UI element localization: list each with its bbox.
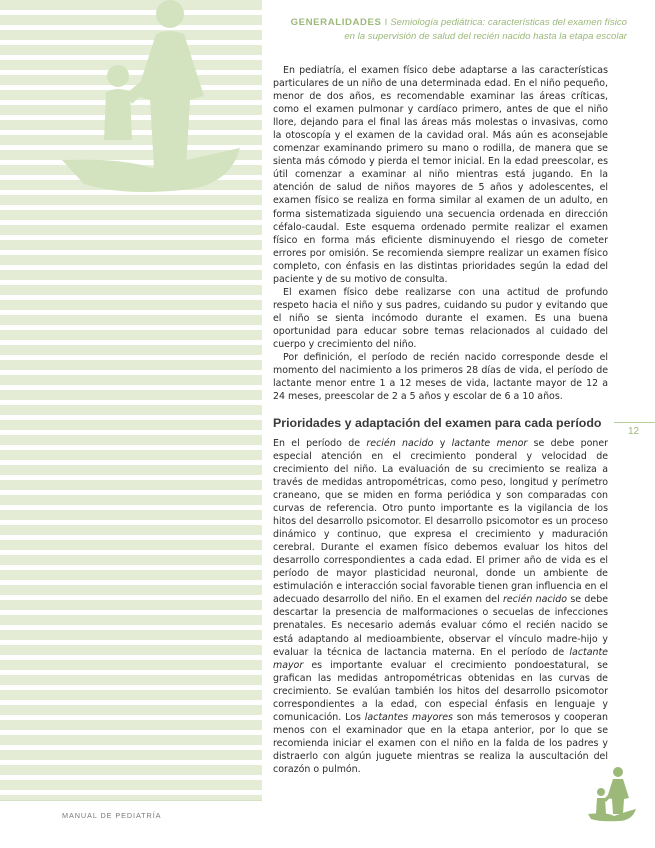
main-text-column xyxy=(273,64,608,776)
section-heading: Prioridades y adaptación del examen para cada período xyxy=(273,416,602,431)
mother-child-logo-icon xyxy=(588,766,636,822)
paragraph-3: Por definición, el período de recién nacido corresponde desde el momento del nacimiento a los primeros 28 días de vida, el período de lactante menor entre 1 a 12 meses de vida, lactante mayor de 12 a 24 meses, preescolar de 2 a 5 años y escolar de 6 a 10 años. xyxy=(273,352,608,403)
italic-term: recién nacido xyxy=(503,594,568,606)
section-paragraph xyxy=(273,437,608,776)
running-header xyxy=(291,16,627,43)
header-title-line1: Semiología pediátrica: características del examen físico xyxy=(390,17,627,28)
page-number-rule xyxy=(614,422,655,423)
italic-term: lactante mayor xyxy=(273,646,608,671)
paragraph-1: En pediatría, el examen físico debe adaptarse a las características particulares de un niño de una determinada edad. En el niño pequeño, menor de dos años, es recomendable examinar las áreas críticas, como el examen pulmonar y cardíaco primero, antes de que el niño llore, dejando para el final las áreas más molestas o invasivas, como la otoscopía y el examen de la cavidad oral. Más aún es aconsejable comenzar examinando primero su mano o rodilla, de manera que se sienta más cómodo y pierda el temor inicial. En la edad preescolar, es útil comenzar a examinar al niño mientras está jugando. En la atención de salud de niños mayores de 5 años y adolescentes, el examen físico se realiza en forma similar al examen de un adulto, en forma sistematizada siguiendo una secuencia ordenada en dirección céfalo-caudal. Este esquema ordenado permite realizar el examen físico en forma más eficiente disminuyendo el riesgo de cometer errores por omisión. Se recomienda siempre realizar un examen físico completo, con énfasis en las distintas prioridades según la edad del paciente y de su motivo de consulta. xyxy=(273,65,608,285)
mother-child-hands-icon xyxy=(62,0,242,200)
text-run: En el período de xyxy=(273,437,367,449)
page-number: 12 xyxy=(628,426,640,437)
footer-book-title: MANUAL DE PEDIATRÍA xyxy=(62,811,162,820)
text-run: se debe poner especial atención en el crecimiento ponderal y velocidad de crecimiento del niño. La evaluación de su crecimiento se realiza a través de medidas antropométricas, como peso, longitud y perímetro craneano, que se miden en forma periódica y son comparadas con curvas de referencia. Otro punto importante es la vigilancia de los hitos del desarrollo psicomotor. El desarrollo psicomotor es un proceso dinámico y continuo, que expresa el crecimiento y maduración cerebral. Durante el examen físico debemos evaluar los hitos del desarrollo correspondientes a cada edad. El primer año de vida es el período de mayor plasticidad neuronal, donde un ambiente de estimulación e interacción social favorable tienen gran influencia en el adecuado desarrollo del niño. En el examen del xyxy=(273,437,609,606)
header-separator: I xyxy=(384,17,388,28)
text-run: y xyxy=(433,437,452,449)
text-run: son más temerosos y cooperan menos con el examinador que en la etapa anterior, por lo que se recomienda iniciar el examen con el niño en la falda de los padres y distraerlo con algún juguete mientras se realiza la auscultación del corazón o pulmón. xyxy=(273,711,608,775)
italic-term: lactantes mayores xyxy=(364,711,453,723)
italic-term: recién nacido xyxy=(366,437,434,449)
text-run: se debe descartar la presencia de malformaciones o secuelas de infecciones prenatales. Es necesario además evaluar cómo el recién nacido se está adaptando al medioambiente, observar el vínculo madre-hijo y evaluar la técnica de lactancia materna. En el período de xyxy=(273,594,609,658)
paragraph-2: El examen físico debe realizarse con una actitud de profundo respeto hacia el niño y sus padres, cuidando su pudor y evitando que el niño se sienta incómodo durante el examen. Es una buena oportunidad para educar sobre temas relacionados al cuidado del cuerpo y crecimiento del niño. xyxy=(273,286,608,350)
italic-term: lactante menor xyxy=(451,437,528,449)
header-title-line2: en la supervisión de salud del recién nacido hasta la etapa escolar xyxy=(344,30,627,42)
footer-rule xyxy=(0,800,262,801)
text-run: es importante evaluar el crecimiento pondoestatural, se grafican las medidas antropométricas obtenidas en las curvas de crecimiento. Se evalúan también los hitos del desarrollo psicomotor correspondientes a la edad, con especial énfasis en lenguaje y comunicación. Los xyxy=(273,659,608,723)
header-category: GENERALIDADES xyxy=(290,17,382,28)
